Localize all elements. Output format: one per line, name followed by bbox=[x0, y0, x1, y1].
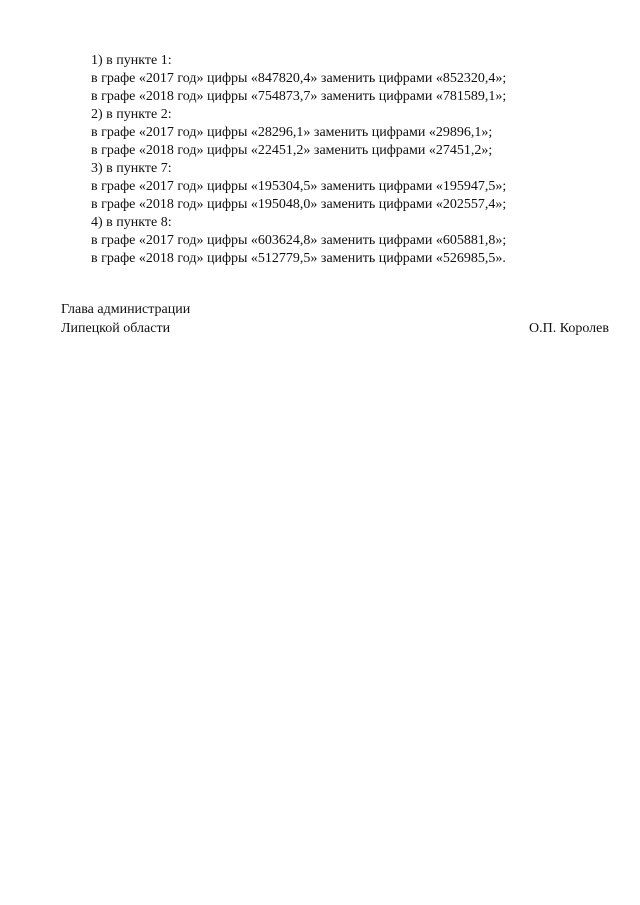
amendment-item-7-heading: 3) в пункте 7: bbox=[91, 161, 172, 176]
amendment-line: в графе «2018 год» цифры «22451,2» заменить цифрами «27451,2»; bbox=[91, 143, 493, 158]
signature-row-2 bbox=[61, 319, 609, 338]
amendment-line: в графе «2017 год» цифры «603624,8» заменить цифрами «605881,8»; bbox=[91, 233, 507, 248]
amendment-item-1-heading: 1) в пункте 1: bbox=[91, 53, 172, 68]
signatory-position-line1: Глава администрации bbox=[61, 302, 191, 317]
amendment-line: в графе «2018 год» цифры «512779,5» заменить цифрами «526985,5». bbox=[91, 251, 506, 266]
signatory-name: О.П. Королев bbox=[529, 321, 609, 336]
amendment-line: в графе «2018 год» цифры «754873,7» заменить цифрами «781589,1»; bbox=[91, 89, 507, 104]
amendment-line: в графе «2017 год» цифры «847820,4» заменить цифрами «852320,4»; bbox=[91, 71, 507, 86]
amendment-line: в графе «2018 год» цифры «195048,0» заменить цифрами «202557,4»; bbox=[91, 197, 507, 212]
signature-block bbox=[61, 300, 609, 338]
signatory-position-line2: Липецкой области bbox=[61, 321, 171, 336]
amendment-item-8-heading: 4) в пункте 8: bbox=[91, 215, 172, 230]
amendment-line: в графе «2017 год» цифры «195304,5» заменить цифрами «195947,5»; bbox=[91, 179, 507, 194]
amendment-line: в графе «2017 год» цифры «28296,1» заменить цифрами «29896,1»; bbox=[91, 125, 493, 140]
amendments-list bbox=[91, 52, 611, 268]
amendment-item-2-heading: 2) в пункте 2: bbox=[91, 107, 172, 122]
signature-row-1 bbox=[61, 300, 609, 319]
